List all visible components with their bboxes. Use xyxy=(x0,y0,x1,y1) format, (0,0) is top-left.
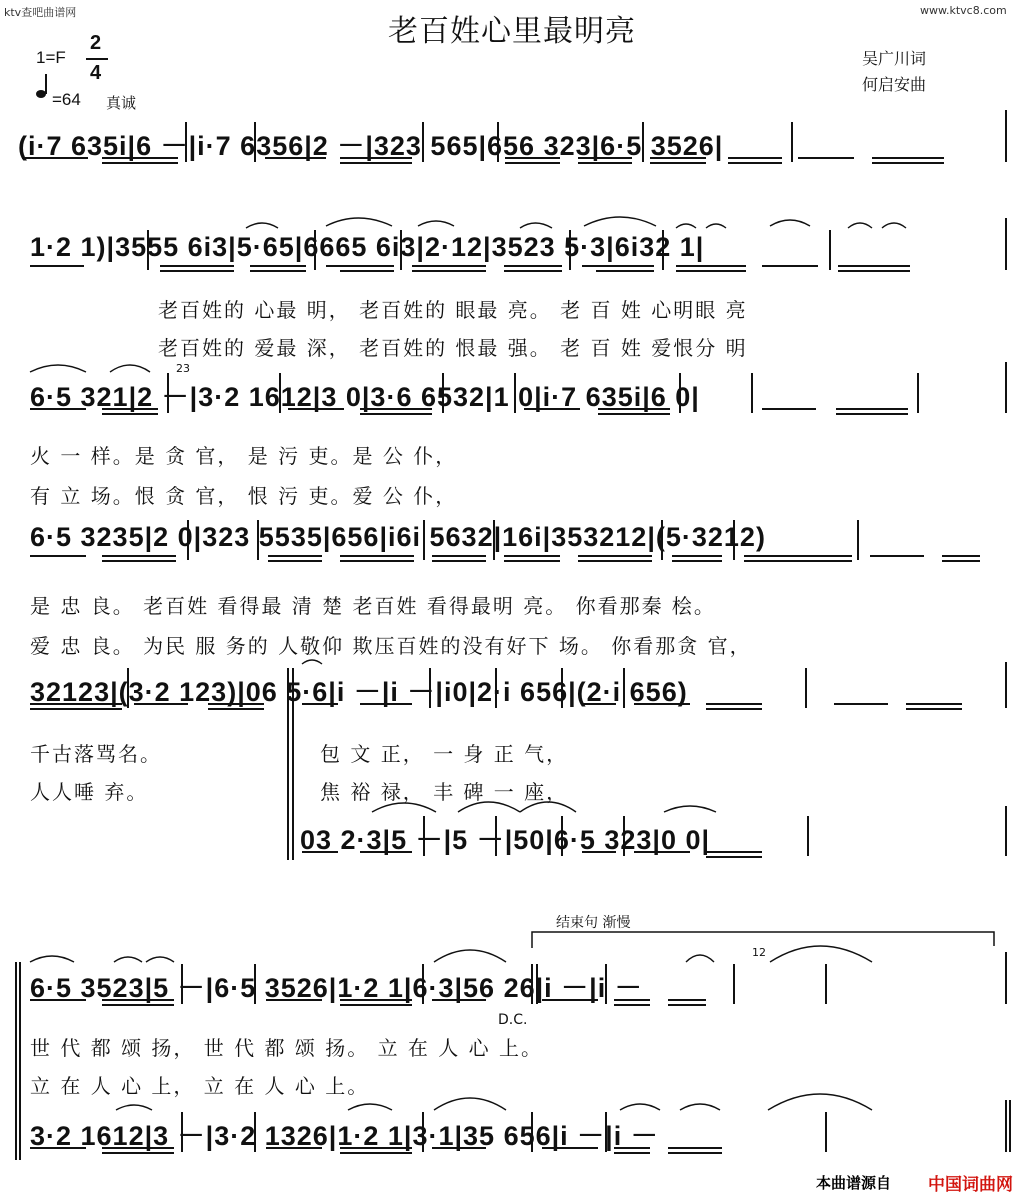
footer-source-label: 本曲谱源自 xyxy=(816,1174,892,1192)
lyrics-verse1-line4-right: 包 文 正， 一 身 正 气， xyxy=(320,742,569,766)
lyrics-verse1-line2: 火 一 样。是 贪 官， 是 污 吏。是 公 仆， xyxy=(30,444,458,468)
lyrics-verse1-line5: 世 代 都 颂 扬， 世 代 都 颂 扬。 立 在 人 心 上。 xyxy=(30,1036,544,1060)
lyrics-verse1-line1: 老百姓的 心最 明， 老百姓的 眼最 亮。 老 百 姓 心明眼 亮 xyxy=(158,298,748,322)
key-signature: 1=F xyxy=(36,48,66,67)
grace-note-label: 12 xyxy=(752,946,766,959)
notation-system-4: 6·5 3235|2 0|323 5535|656|i6i 5632|16i|353212|(5·3212) xyxy=(30,522,766,552)
lyrics-verse2-line2: 有 立 场。恨 贪 官， 恨 污 吏。爱 公 仆， xyxy=(30,484,458,508)
lyrics-verse2-line1: 老百姓的 爱最 深， 老百姓的 恨最 强。 老 百 姓 爱恨分 明 xyxy=(158,336,748,360)
measure-number: 23 xyxy=(176,362,190,375)
notation-system-6: 03 2·3|5 －|5 －|50|6·5 323|0 0| xyxy=(300,825,711,855)
time-signature-bar xyxy=(86,58,108,60)
lyrics-verse1-line4-left: 千古落骂名。 xyxy=(30,742,162,766)
footer-site-link[interactable]: 中国词曲网 xyxy=(928,1175,1013,1195)
time-signature-bottom: 4 xyxy=(90,62,102,84)
time-signature-top: 2 xyxy=(90,32,102,54)
notation-system-7: 6·5 3523|5 －|6·5 3526|1·2 1|6·3|56 26|i －|i － xyxy=(30,973,643,1003)
notation-system-5: 32123|(3·2 123)|06 5·6|i －|i －|i0|2·i 656|(2·i 656) xyxy=(30,677,688,707)
lyrics-verse1-line3: 是 忠 良。 老百姓 看得最 清 楚 老百姓 看得最明 亮。 你看那秦 桧。 xyxy=(30,594,716,618)
composer-credit: 何启安曲 xyxy=(862,75,927,94)
notation-system-2: 1·2 1)|3555 6i3|5·65|6665 6i3|2·12|3523 5·3|6i32 1| xyxy=(30,232,705,262)
notation-system-8: 3·2 1612|3 －|3·2 1326|1·2 1|3·1|35 656|i －|i － xyxy=(30,1121,659,1151)
dc-marking: D.C. xyxy=(498,1012,528,1028)
notation-system-1: (i·7 635i|6 －|i·7 6356|2 －|323 565|656 323|6·5 3526| xyxy=(18,131,724,161)
lyrics-verse2-line5: 立 在 人 心 上， 立 在 人 心 上。 xyxy=(30,1074,370,1098)
notation-system-3: 6·5 321|2 －|3·2 1612|3 0|3·6 6532|1 0|i·7 635i|6 0| xyxy=(30,382,700,412)
song-title: 老百姓心里最明亮 xyxy=(388,14,636,49)
lyrics-verse2-line4-left: 人人唾 弃。 xyxy=(30,780,149,804)
lyrics-verse2-line4-right: 焦 裕 禄， 丰 碑 一 座， xyxy=(320,780,569,804)
tempo-expression: 真诚 xyxy=(106,95,137,112)
lyricist-credit: 吴广川词 xyxy=(862,49,927,68)
tempo-value: =64 xyxy=(52,90,81,109)
watermark-left: ktv查吧曲谱网 xyxy=(4,6,77,19)
ending-label: 结束句 渐慢 xyxy=(556,915,631,931)
lyrics-verse2-line3: 爱 忠 良。 为民 服 务的 人敬仰 欺压百姓的没有好下 场。 你看那贪 官， xyxy=(30,634,752,658)
watermark-right: www.ktvc8.com xyxy=(920,4,1007,17)
note-stem xyxy=(45,74,47,94)
